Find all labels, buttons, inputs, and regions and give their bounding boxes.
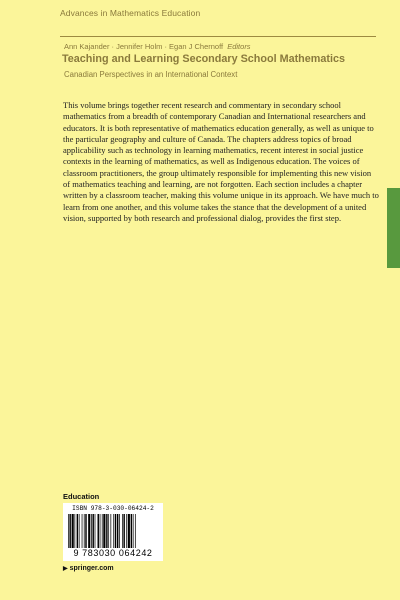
barcode-bar xyxy=(122,514,123,548)
barcode-bar xyxy=(84,514,85,548)
barcode-bar xyxy=(113,514,114,548)
subject-category: Education xyxy=(63,492,100,501)
isbn-label: ISBN 978-3-030-06424-2 xyxy=(72,505,154,512)
barcode-bar xyxy=(74,514,75,548)
barcode-bar xyxy=(103,514,105,548)
barcode-bar xyxy=(123,514,124,548)
barcode-bar xyxy=(108,514,109,548)
barcode-bar xyxy=(106,514,107,548)
barcode-bar xyxy=(102,514,103,548)
editor-names: Ann Kajander · Jennifer Holm · Egan J Chernoff xyxy=(64,42,224,51)
book-subtitle: Canadian Perspectives in an International Context xyxy=(64,70,238,79)
barcode-bar xyxy=(69,514,70,548)
barcode-bar xyxy=(128,514,130,548)
barcode-bar xyxy=(110,514,111,548)
series-name: Advances in Mathematics Education xyxy=(60,8,201,18)
barcode-bar xyxy=(92,514,93,548)
barcode-bar xyxy=(68,514,69,548)
barcode-bar xyxy=(88,514,90,548)
book-title: Teaching and Learning Secondary School Mathematics xyxy=(62,53,345,65)
website-text: springer.com xyxy=(69,565,114,572)
barcode-number: 9 783030 064242 xyxy=(73,548,153,558)
header-divider xyxy=(60,36,376,37)
editors-line xyxy=(64,42,251,51)
isbn-barcode xyxy=(63,503,163,561)
spine-color-tab xyxy=(387,188,400,268)
barcode-bar xyxy=(133,514,134,548)
barcode-bar xyxy=(72,514,74,548)
barcode-bar xyxy=(91,514,92,548)
barcode-bar xyxy=(131,514,132,548)
barcode-bar xyxy=(115,514,116,548)
barcode-bar xyxy=(100,514,101,548)
barcode-bar xyxy=(117,514,118,548)
barcode-bar xyxy=(82,514,83,548)
barcode-bar xyxy=(77,514,78,548)
barcode-bar xyxy=(85,514,86,548)
barcode-bar xyxy=(119,514,120,548)
barcode-icon xyxy=(67,514,159,548)
barcode-bar xyxy=(79,514,80,548)
book-description: This volume brings together recent research and commentary in secondary school mathematics from a breadth of contemporary Canadian and International researchers and educators. It is both representative of mathematics education generally, as well as unique to the particular geography and culture of Canada. The chapters address topics of broad applicability such as technology in learning mathematics, recent interest in social justice contexts in the learning of mathematics, as well as Indigenous education. The voices of classroom practitioners, the group ultimately responsible for implementing this new vision of mathematics teaching and learning, are not forgotten. Each section includes a chapter written by a classroom teacher, making this volume unique in its approach. We have much to learn from one another, and this volume takes the stance that the development of a united vision, supported by both research and professional dialog, provides the first step. xyxy=(63,100,379,223)
editors-role: Editors xyxy=(227,42,251,51)
barcode-bar xyxy=(135,514,136,548)
barcode-bar xyxy=(126,514,127,548)
publisher-website xyxy=(63,565,114,572)
triangle-arrow-icon: ▶ xyxy=(63,566,68,572)
barcode-bar xyxy=(95,514,96,548)
barcode-bar xyxy=(98,514,99,548)
